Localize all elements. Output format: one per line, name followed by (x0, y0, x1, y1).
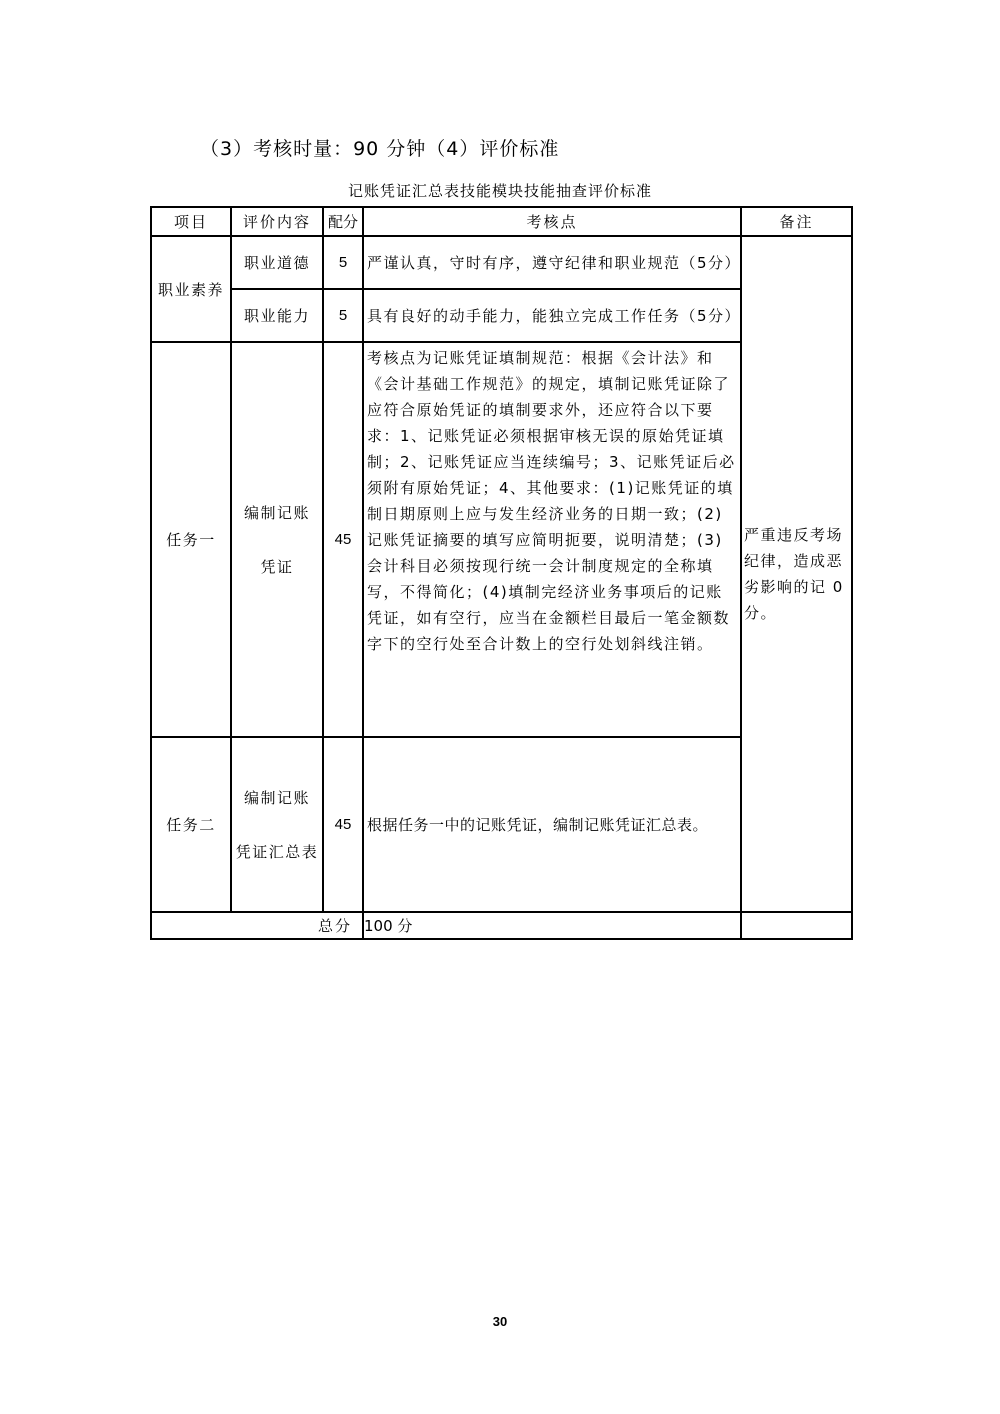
content-cell (231, 737, 323, 912)
content-line: 凭证 (260, 557, 294, 576)
score-cell: 45 (323, 737, 363, 912)
header-remark: 备注 (741, 207, 852, 236)
project-cell: 任务一 (151, 342, 231, 737)
header-score: 配分 (323, 207, 363, 236)
header-project: 项目 (151, 207, 231, 236)
content-line: 凭证汇总表 (235, 842, 319, 861)
remark-cell: 严重违反考场纪律，造成恶劣影响的记 0 分。 (741, 236, 852, 912)
header-point: 考核点 (363, 207, 741, 236)
total-value (363, 912, 741, 939)
score-cell: 5 (323, 236, 363, 289)
score-cell: 5 (323, 289, 363, 342)
evaluation-table (150, 206, 853, 940)
content-cell: 职业能力 (231, 289, 323, 342)
content-cell (231, 342, 323, 737)
header-content: 评价内容 (231, 207, 323, 236)
table-caption: 记账凭证汇总表技能模块技能抽查评价标准 (347, 182, 652, 200)
page-number: 30 (492, 1314, 508, 1329)
total-label: 总分 (151, 912, 363, 939)
score-cell: 45 (323, 342, 363, 737)
table-header-row (151, 207, 852, 236)
project-cell: 任务二 (151, 737, 231, 912)
table-row (151, 236, 852, 289)
content-cell: 职业道德 (231, 236, 323, 289)
point-cell: 根据任务一中的记账凭证，编制记账凭证汇总表。 (363, 737, 741, 912)
point-cell: 考核点为记账凭证填制规范：根据《会计法》和《会计基础工作规范》的规定，填制记账凭证除了应符合原始凭证的填制要求外，还应符合以下要求：1、记账凭证必须根据审核无误的原始凭证填制；2、记账凭证应当连续编号；3、记账凭证后必须附有原始凭证；4、其他要求：(1)记账凭证的填制日期原则上应与发生经济业务的日期一致；(2)记账凭证摘要的填写应简明扼要，说明清楚；(3)会计科目必须按现行统一会计制度规定的全称填写，不得简化；(4)填制完经济业务事项后的记账凭证，如有空行，应当在金额栏目最后一笔金额数字下的空行处至合计数上的空行处划斜线注销。 (363, 342, 741, 737)
content-line: 编制记账 (243, 503, 310, 522)
point-cell: 具有良好的动手能力，能独立完成工作任务（5分） (363, 289, 741, 342)
content-line: 编制记账 (243, 788, 310, 807)
point-cell: 严谨认真，守时有序，遵守纪律和职业规范（5分） (363, 236, 741, 289)
total-remark-cell (741, 912, 852, 939)
section-heading: （3）考核时量：90 分钟（4）评价标准 (200, 138, 560, 160)
total-row (151, 912, 852, 939)
project-cell: 职业素养 (151, 236, 231, 342)
total-value-text: 100 分 (364, 917, 413, 935)
